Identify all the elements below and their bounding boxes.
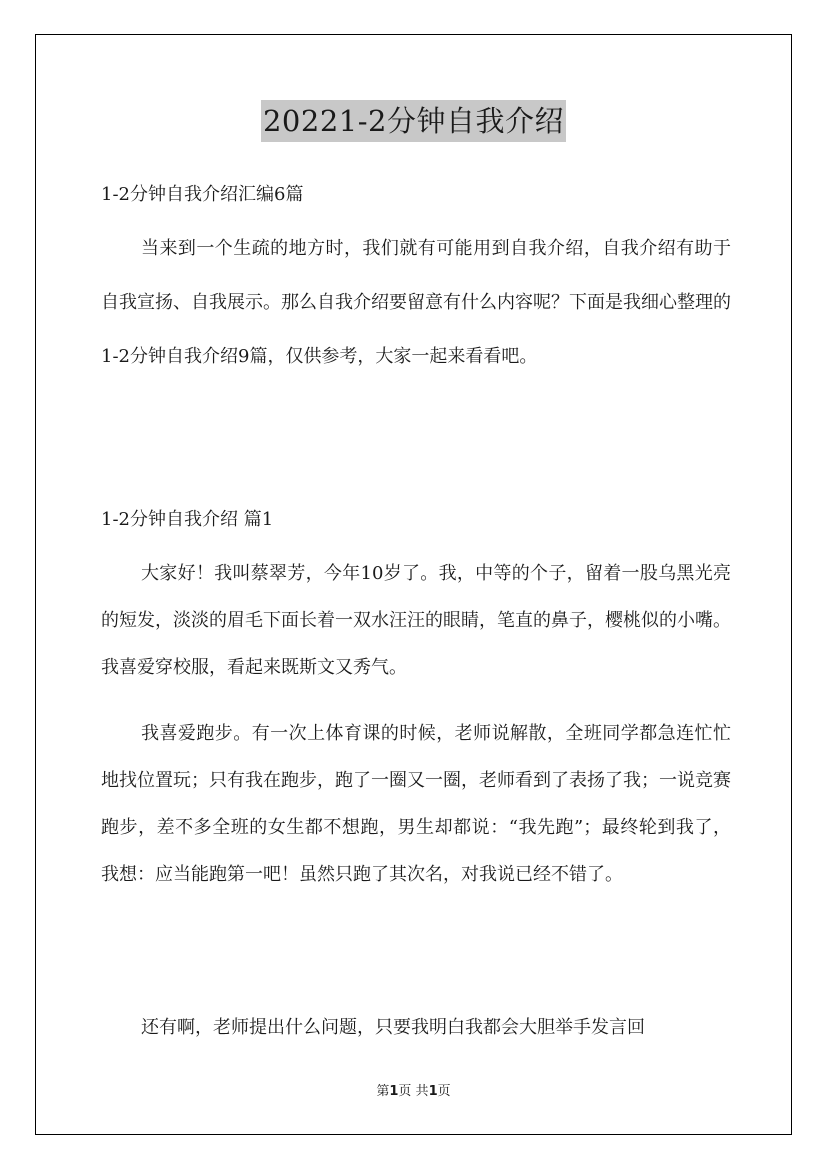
- footer-page-prefix: 第: [376, 1084, 390, 1099]
- body-paragraph-2: 我喜爱跑步。有一次上体育课的时候，老师说解散，全班同学都急连忙忙地找位置玩；只有我在跑步，跑了一圈又一圈，老师看到了表扬了我；一说竞赛跑步，差不多全班的女生都不想跑，男生却都说：“我先跑”；最终轮到我了，我想：应当能跑第一吧！虽然只跑了其次名，对我说已经不错了。: [101, 723, 731, 885]
- footer-page-mid: 页 共: [398, 1084, 429, 1099]
- page-footer: [0, 1083, 827, 1101]
- body-paragraph-3: 还有啊，老师提出什么问题，只要我明白我都会大胆举手发言回: [141, 1017, 645, 1038]
- document-subtitle: 1-2分钟自我介绍汇编6篇: [101, 184, 304, 205]
- intro-paragraph: 当来到一个生疏的地方时，我们就有可能用到自我介绍，自我介绍有助于自我宣扬、自我展示。那么自我介绍要留意有什么内容呢？下面是我细心整理的1-2分钟自我介绍9篇，仅供参考，大家一起来看看吧。: [101, 238, 731, 367]
- document-title: 20221-2分钟自我介绍: [261, 100, 566, 142]
- title-container: [0, 100, 827, 142]
- section-heading: 1-2分钟自我介绍 篇1: [101, 509, 274, 530]
- footer-page-suffix: 页: [437, 1084, 451, 1099]
- body-paragraph-1: 大家好！我叫蔡翠芳，今年10岁了。我，中等的个子，留着一股乌黑光亮的短发，淡淡的眉毛下面长着一双水汪汪的眼睛，笔直的鼻子，樱桃似的小嘴。我喜爱穿校服，看起来既斯文又秀气。: [101, 563, 731, 678]
- footer-page-total: 1: [428, 1084, 438, 1099]
- footer-page-current: 1: [389, 1084, 399, 1099]
